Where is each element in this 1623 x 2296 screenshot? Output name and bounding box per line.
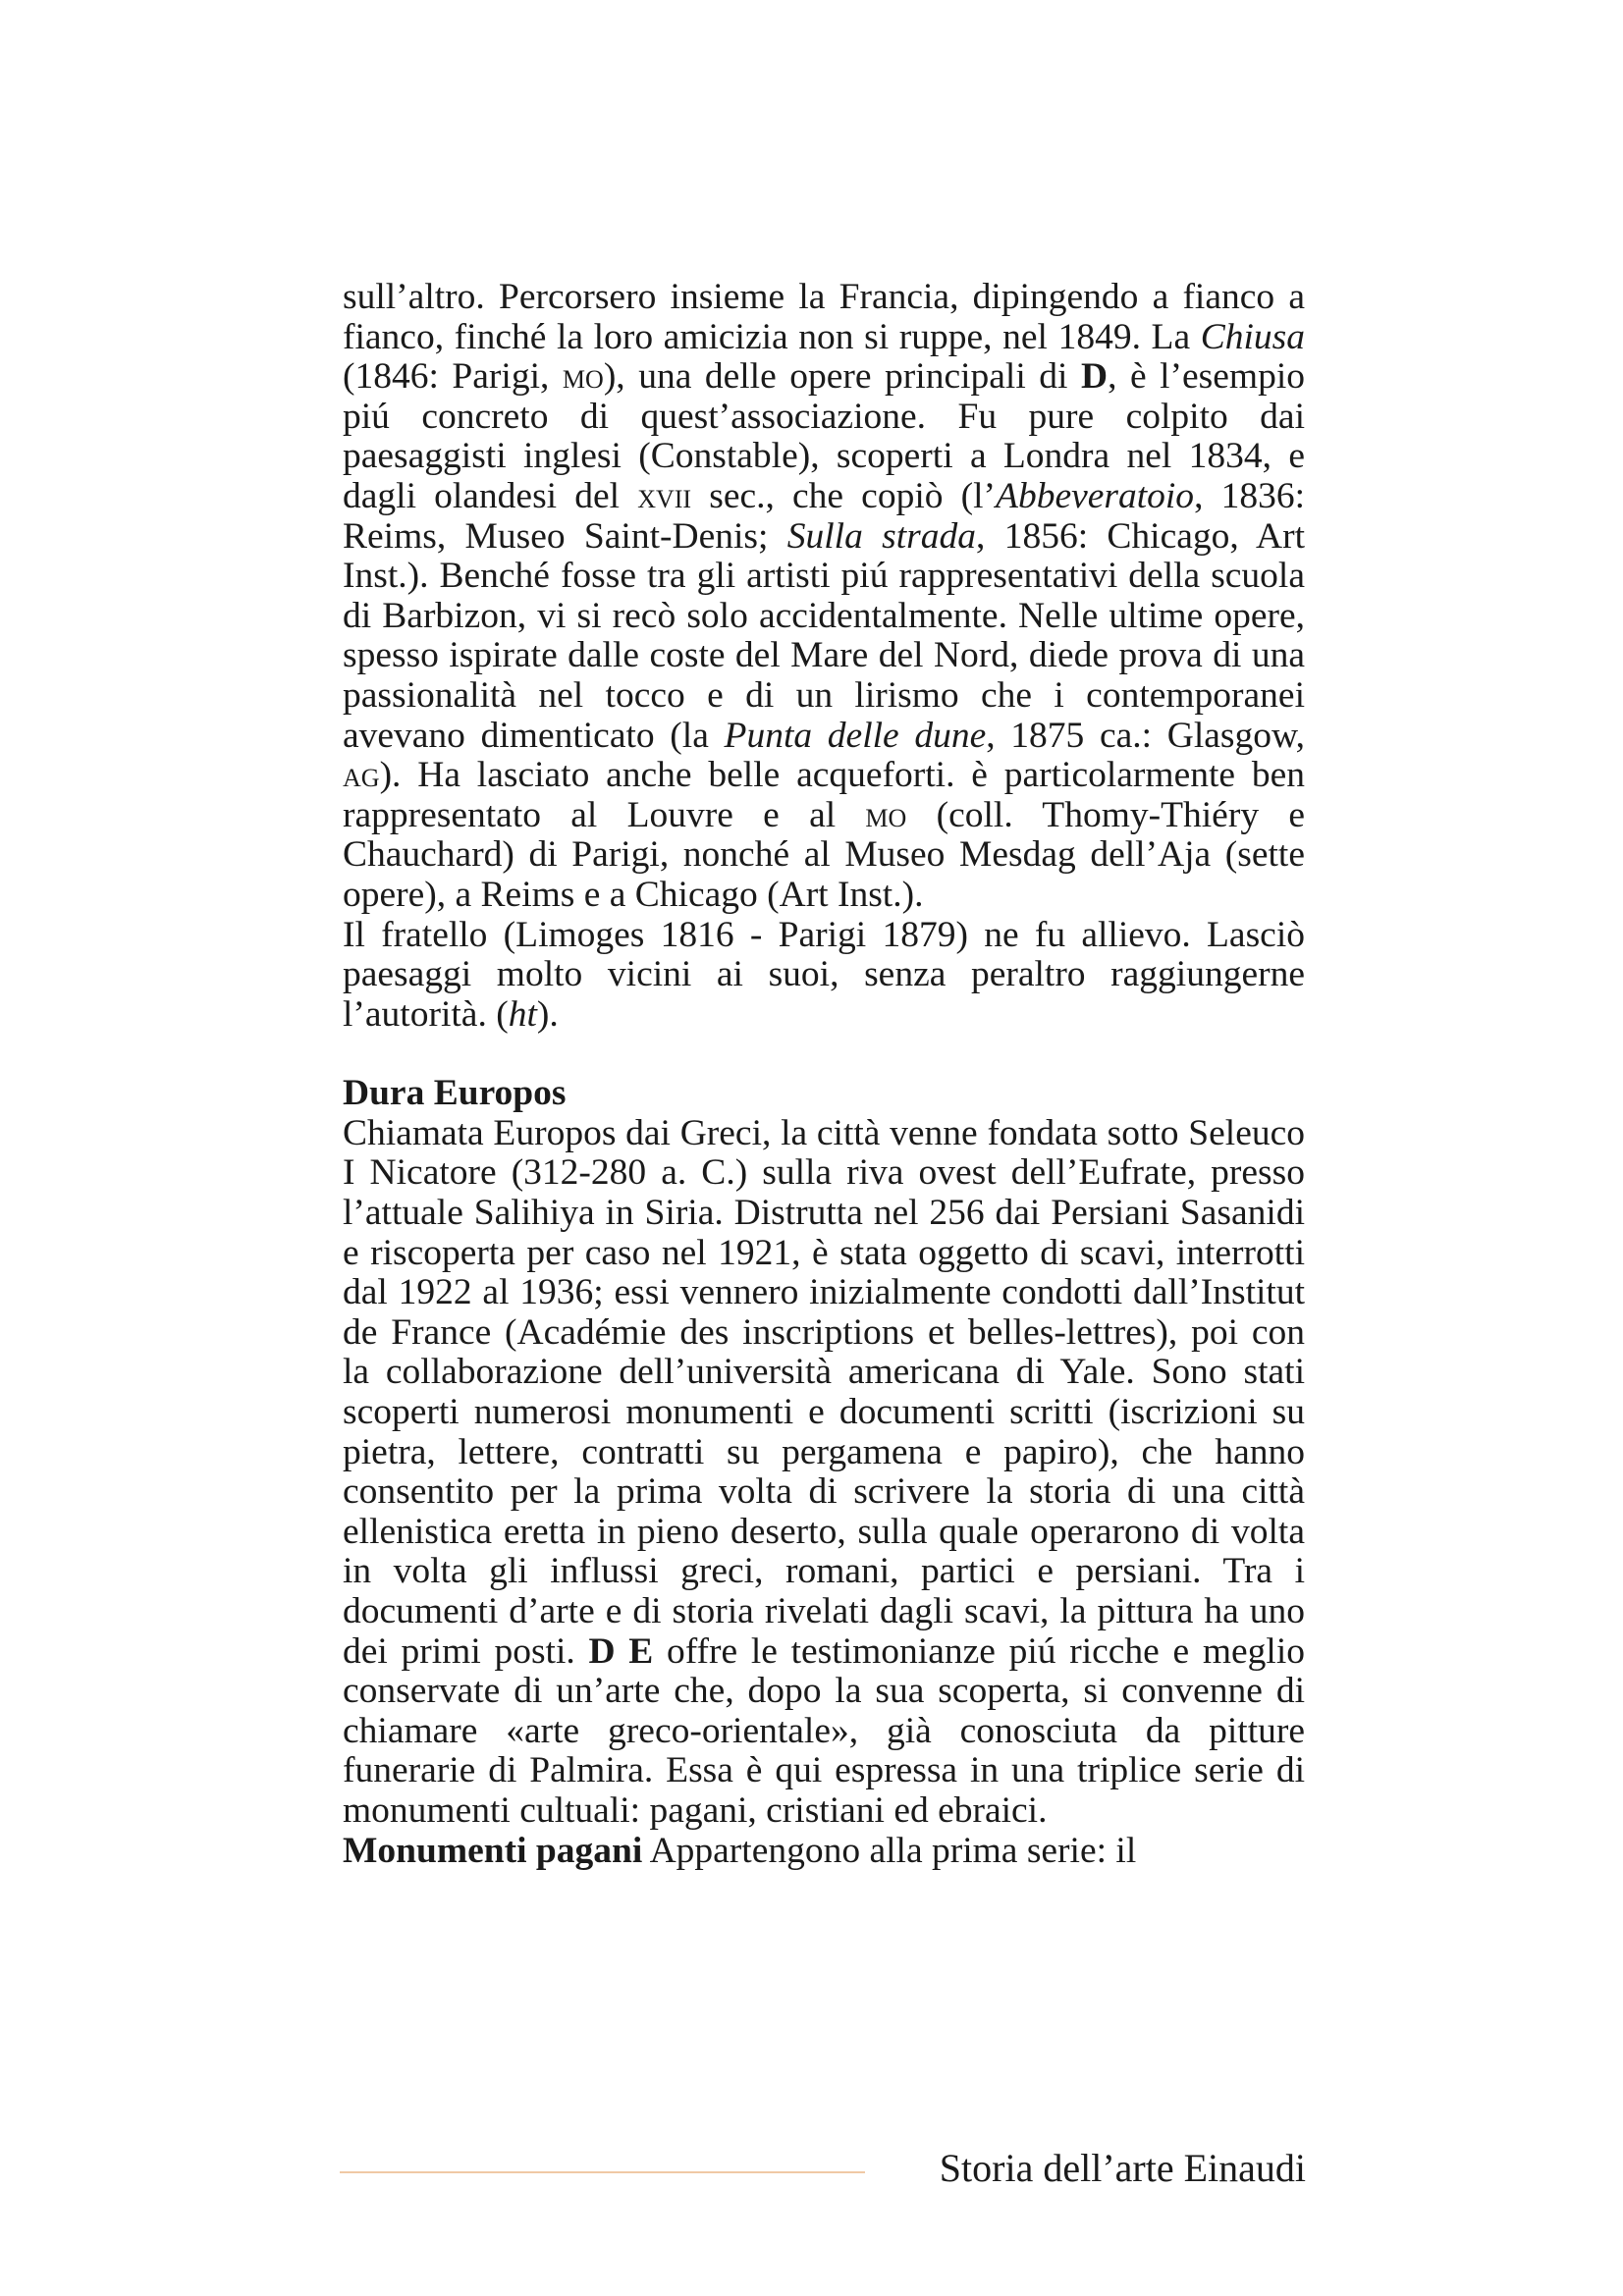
paragraph-continuation: sull’altro. Percorsero insieme la Francia, dipingendo a fianco a fianco, finché la loro amicizia non si ruppe, nel 1849. La Chiusa (1846: Parigi, mo), una delle opere principali di D, è l’esempio piú concreto di quest’associazione. Fu pure colpito dai paesaggisti inglesi (Constable), scoperti a Londra nel 1834, e dagli olandesi del xvii sec., che copiò (l’Abbeveratoio, 1836: Reims, Museo Saint-Denis; Sulla strada, 1856: Chicago, Art Inst.). Benché fosse tra gli artisti piú rappresentativi della scuola di Barbizon, vi si recò solo accidentalmente. Nelle ultime opere, spesso ispirate dalle coste del Mare del Nord, diede prova di una passionalità nel tocco e di un lirismo che i contemporanei avevano dimenticato (la Punta delle dune, 1875 ca.: Glasgow, ag). Ha lasciato anche belle acqueforti. è particolarmente ben rappresentato al Louvre e al mo (coll. Thomy-Thiéry e Chauchard) di Parigi, nonché al Museo Mesdag dell’Aja (sette opere), a Reims e a Chicago (Art Inst.). xyxy=(343,277,1306,915)
subsection-heading: Monumenti pagani xyxy=(343,1830,643,1871)
artwork-title: Sulla strada xyxy=(786,515,976,557)
abbreviation: mo xyxy=(562,356,604,398)
artwork-title: Abbeveratoio xyxy=(996,475,1195,516)
footer-rule xyxy=(340,2171,865,2173)
abbreviation: ag xyxy=(343,755,380,796)
footer-book-title: Storia dell’arte Einaudi xyxy=(939,2146,1306,2190)
paragraph-subsection: Monumenti pagani Appartengono alla prima serie: il xyxy=(343,1830,1137,1871)
paragraph-entry-intro: Chiamata Europos dai Greci, la città venne fondata sotto Seleuco I Nicatore (312-280 a. C.) sulla riva ovest dell’Eufrate, presso l’attuale Salihiya in Siria. Distrutta nel 256 dai Persiani Sasanidi e riscoperta per caso nel 1921, è stata oggetto di scavi, interrotti dal 1922 al 1936; essi vennero inizialmente condotti dall’Institut de France (Académie des inscriptions et belles-lettres), poi con la collaborazione dell’università americana di Yale. Sono stati scoperti numerosi monumenti e documenti scritti (iscrizioni su pietra, lettere, contratti su pergamena e papiro), che hanno consentito per la prima volta di scrivere la storia di una città ellenistica eretta in pieno deserto, sulla quale operarono di volta in volta gli influssi greci, romani, partici e persiani. Tra i documenti d’arte e di storia rivelati dagli scavi, la pittura ha uno dei primi posti. D E offre le testimonianze piú ricche e meglio conservate di un’arte che, dopo la sua scoperta, si convenne di chiamare «arte greco-orientale», già conosciuta da pitture funerarie di Palmira. Essa è qui espressa in una triplice serie di monumenti cultuali: pagani, cristiani ed ebraici. xyxy=(343,1112,1305,1831)
entry-abbreviation: D xyxy=(1080,356,1109,398)
author-initials: ht xyxy=(508,993,537,1035)
article-body xyxy=(343,278,1305,1871)
century-numeral: xvii xyxy=(637,475,692,516)
entry-heading: Dura Europos xyxy=(343,1073,567,1114)
paragraph-brother: Il fratello (Limoges 1816 - Parigi 1879) ne fu allievo. Lasciò paesaggi molto vicini ai suoi, senza peraltro raggiungerne l’autorità. (ht). xyxy=(343,914,1305,1035)
abbreviation: mo xyxy=(865,794,907,835)
artwork-title: Chiusa xyxy=(1200,316,1305,357)
artwork-title: Punta delle dune xyxy=(724,715,987,756)
entry-abbreviation: D E xyxy=(588,1630,654,1672)
